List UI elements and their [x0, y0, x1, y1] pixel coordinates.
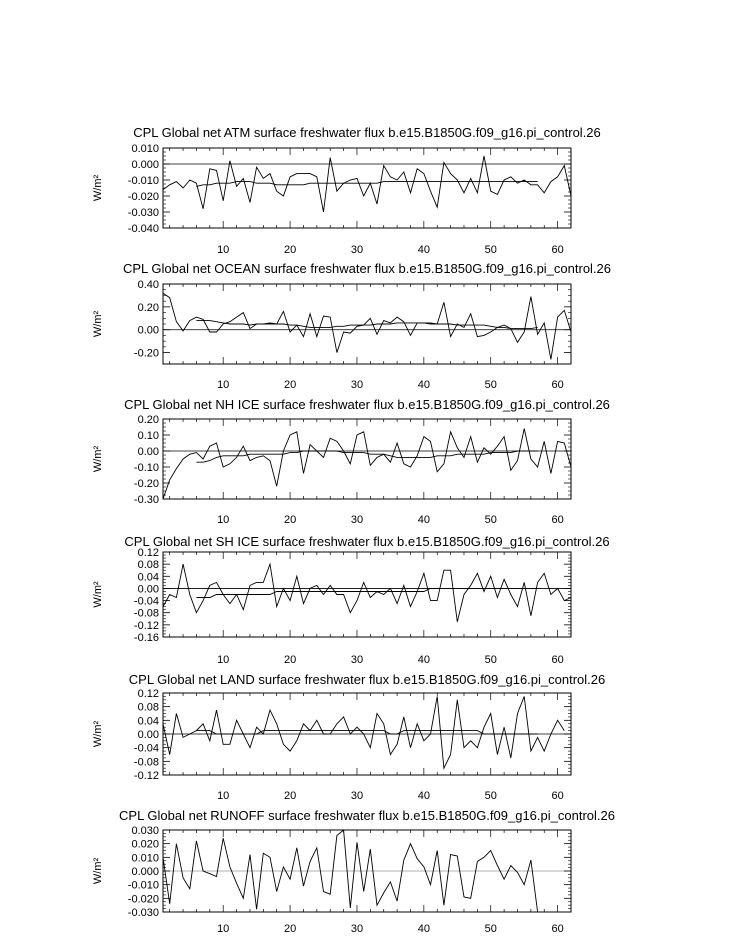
x-tick-label: 40 — [417, 514, 430, 526]
y-tick-label: -0.20 — [133, 347, 159, 360]
y-tick-label: 0.20 — [137, 414, 159, 426]
y-tick-label: -0.12 — [133, 619, 159, 632]
x-tick-label: 60 — [551, 790, 564, 802]
x-tick-label: 50 — [484, 244, 497, 256]
y-tick-label: -0.010 — [127, 879, 159, 892]
y-tick-label: 0.00 — [137, 324, 159, 337]
y-axis-label: W/m² — [92, 445, 104, 473]
y-tick-label: 0.010 — [131, 852, 159, 865]
y-tick-label: -0.08 — [133, 756, 159, 769]
series-line-annual — [163, 293, 571, 359]
y-tick-label: 0.020 — [131, 838, 159, 851]
x-tick-label: 40 — [417, 923, 430, 935]
y-tick-label: -0.20 — [133, 478, 159, 490]
series-line-smoothed — [196, 451, 537, 462]
x-tick-label: 40 — [417, 654, 430, 666]
y-tick-label: 0.04 — [137, 715, 159, 728]
x-tick-label: 60 — [551, 514, 564, 526]
x-tick-label: 20 — [283, 244, 297, 256]
series-line-annual — [163, 564, 571, 622]
x-tick-label: 30 — [350, 923, 364, 935]
x-tick-label: 20 — [283, 923, 297, 935]
y-tick-label: 0.030 — [131, 825, 159, 837]
x-tick-label: 40 — [417, 244, 430, 256]
x-tick-label: 40 — [417, 379, 430, 391]
x-tick-label: 30 — [350, 654, 364, 666]
series-line-smoothed — [196, 731, 537, 734]
series-line-smoothed — [196, 182, 537, 187]
x-tick-label: 10 — [217, 244, 230, 256]
x-tick-label: 10 — [217, 790, 230, 802]
x-tick-label: 60 — [551, 923, 564, 935]
chart-panel-1 — [92, 125, 601, 256]
x-tick-label: 20 — [283, 379, 297, 391]
x-tick-label: 60 — [551, 654, 564, 666]
x-tick-label: 60 — [551, 379, 564, 391]
chart-title: CPL Global net OCEAN surface freshwater flux b.e15.B1850G.f09_g16.pi_control.26 — [122, 261, 612, 276]
y-tick-label: -0.030 — [127, 907, 159, 919]
chart-title: CPL Global net NH ICE surface freshwater flux b.e15.B1850G.f09_g16.pi_control.26 — [124, 397, 610, 412]
y-axis-label: W/m² — [92, 720, 104, 748]
x-tick-label: 20 — [283, 514, 297, 526]
y-tick-label: 0.20 — [137, 301, 159, 314]
x-tick-label: 50 — [484, 790, 497, 802]
y-tick-label: 0.12 — [137, 688, 159, 700]
y-tick-label: -0.04 — [133, 742, 159, 755]
x-tick-label: 30 — [350, 244, 364, 256]
y-tick-label: -0.08 — [133, 607, 159, 620]
y-tick-label: 0.010 — [131, 143, 159, 155]
y-tick-label: 0.00 — [137, 583, 159, 596]
y-tick-label: 0.10 — [137, 430, 159, 442]
chart-panel-6 — [92, 808, 615, 935]
x-tick-label: 50 — [484, 379, 497, 391]
plot-frame — [163, 419, 571, 499]
x-tick-label: 50 — [484, 654, 497, 666]
y-tick-label: -0.020 — [127, 191, 159, 203]
x-tick-label: 50 — [484, 514, 497, 526]
chart-panel-2 — [92, 261, 611, 391]
chart-title: CPL Global net SH ICE surface freshwater flux b.e15.B1850G.f09_g16.pi_control.26 — [124, 534, 610, 549]
x-tick-label: 30 — [350, 514, 364, 526]
panels-group — [92, 125, 615, 935]
y-tick-label: -0.10 — [133, 462, 159, 474]
y-axis-label: W/m² — [92, 310, 104, 338]
y-tick-label: -0.04 — [133, 595, 159, 608]
x-tick-label: 50 — [484, 923, 497, 935]
y-tick-label: 0.00 — [137, 729, 159, 741]
y-axis-label: W/m² — [92, 857, 104, 885]
x-tick-label: 40 — [417, 790, 430, 802]
y-tick-label: 0.00 — [137, 446, 159, 458]
x-tick-label: 10 — [217, 379, 230, 391]
y-tick-label: -0.30 — [133, 494, 159, 506]
y-tick-label: 0.000 — [131, 159, 159, 171]
y-axis-label: W/m² — [92, 581, 104, 608]
y-tick-label: 0.40 — [137, 279, 159, 291]
chart-panel-5 — [92, 672, 605, 802]
x-tick-label: 10 — [217, 654, 230, 666]
x-tick-label: 10 — [217, 514, 230, 526]
y-tick-label: 0.000 — [131, 866, 159, 878]
series-line-annual — [163, 696, 564, 768]
plot-frame — [163, 148, 571, 228]
chart-panel-4 — [92, 534, 610, 666]
chart-title: CPL Global net ATM surface freshwater flux b.e15.B1850G.f09_g16.pi_control.26 — [133, 125, 601, 140]
y-tick-label: -0.16 — [133, 632, 159, 644]
y-axis-label: W/m² — [92, 174, 104, 202]
y-tick-label: 0.04 — [137, 571, 159, 584]
x-tick-label: 20 — [283, 790, 297, 802]
y-tick-label: -0.030 — [127, 207, 159, 219]
y-tick-label: 0.12 — [137, 547, 159, 559]
x-tick-label: 30 — [350, 379, 364, 391]
y-tick-label: -0.010 — [127, 175, 159, 187]
series-line-annual — [163, 429, 571, 499]
y-tick-label: -0.040 — [127, 223, 159, 235]
chart-panel-3 — [92, 397, 610, 526]
chart-title: CPL Global net RUNOFF surface freshwater flux b.e15.B1850G.f09_g16.pi_control.26 — [119, 808, 615, 823]
x-tick-label: 60 — [551, 244, 564, 256]
x-tick-label: 20 — [283, 654, 297, 666]
chart-title: CPL Global net LAND surface freshwater flux b.e15.B1850G.f09_g16.pi_control.26 — [128, 672, 606, 687]
x-tick-label: 30 — [350, 790, 364, 802]
y-tick-label: -0.020 — [127, 893, 159, 906]
x-tick-label: 10 — [217, 923, 230, 935]
y-tick-label: -0.12 — [133, 770, 159, 782]
y-tick-label: 0.08 — [137, 559, 159, 572]
y-tick-label: 0.08 — [137, 701, 159, 714]
